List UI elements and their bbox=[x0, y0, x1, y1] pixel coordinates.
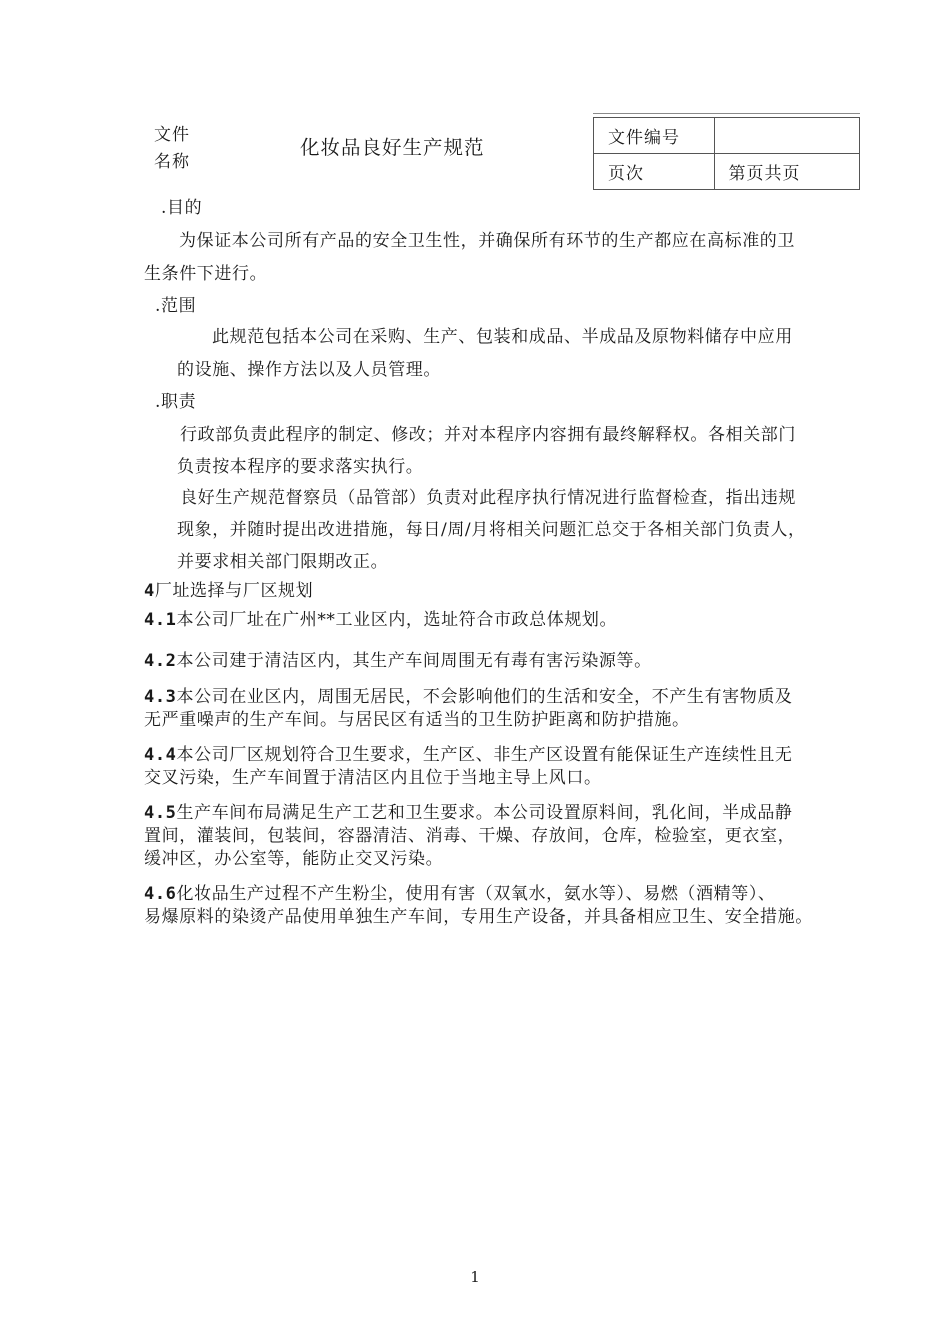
item-text: 本公司建于清洁区内，其生产车间周围无有毒有害污染源等。 bbox=[176, 651, 652, 671]
doc-number-row bbox=[594, 118, 860, 154]
item-4-5-line3: 缓冲区，办公室等，能防止交叉污染。 bbox=[144, 849, 444, 869]
purpose-text-line1: 为保证本公司所有产品的安全卫生性，并确保所有环节的生产都应在高标准的卫 bbox=[179, 231, 795, 251]
purpose-text-line2: 生条件下进行。 bbox=[144, 264, 268, 284]
page-count-label: 页次 bbox=[594, 154, 715, 190]
duty-text-line2: 负责按本程序的要求落实执行。 bbox=[177, 457, 424, 477]
item-text: 生产车间布局满足生产工艺和卫生要求。本公司设置原料间，乳化间，半成品静 bbox=[176, 803, 793, 823]
page-count-value: 第页共页 bbox=[714, 154, 859, 190]
doc-name-label bbox=[154, 122, 190, 176]
item-4-3 bbox=[144, 687, 793, 707]
item-4-2 bbox=[144, 651, 652, 671]
item-4-1 bbox=[144, 610, 617, 630]
scope-heading: .范围 bbox=[155, 296, 197, 316]
item-text: 本公司厂区规划符合卫生要求，生产区、非生产区设置有能保证生产连续性且无 bbox=[176, 745, 793, 765]
item-number: 4.1 bbox=[144, 610, 177, 630]
item-text: 本公司厂址在广州**工业区内，选址符合市政总体规划。 bbox=[176, 610, 618, 630]
site-heading bbox=[144, 581, 313, 601]
site-heading-number: 4 bbox=[144, 581, 155, 601]
doc-number-value bbox=[714, 118, 859, 154]
doc-name-label-line1: 文件 bbox=[154, 125, 190, 145]
duty-text-line1: 行政部负责此程序的制定、修改；并对本程序内容拥有最终解释权。各相关部门 bbox=[180, 425, 796, 445]
scope-text-line1: 此规范包括本公司在采购、生产、包装和成品、半成品及原物料储存中应用 bbox=[212, 327, 793, 347]
item-text: 本公司在业区内，周围无居民，不会影响他们的生活和安全，不产生有害物质及 bbox=[176, 687, 793, 707]
duty-text-line5: 并要求相关部门限期改正。 bbox=[177, 552, 389, 572]
doc-name-label-line2: 名称 bbox=[154, 152, 190, 172]
item-number: 4.5 bbox=[144, 803, 177, 823]
doc-info-table bbox=[593, 113, 860, 190]
item-4-5-line2: 置间，灌装间，包装间，容器清洁、消毒、干燥、存放间，仓库，检验室，更衣室， bbox=[144, 826, 796, 846]
duty-heading: .职责 bbox=[155, 392, 197, 412]
item-number: 4.4 bbox=[144, 745, 177, 765]
item-4-4-line2: 交叉污染，生产车间置于清洁区内且位于当地主导上风口。 bbox=[144, 768, 602, 788]
item-4-3-line2: 无严重噪声的生产车间。与居民区有适当的卫生防护距离和防护措施。 bbox=[144, 710, 690, 730]
site-heading-text: 厂址选择与厂区规划 bbox=[154, 581, 314, 601]
item-number: 4.3 bbox=[144, 687, 177, 707]
item-4-5 bbox=[144, 803, 793, 823]
scope-text-line2: 的设施、操作方法以及人员管理。 bbox=[177, 360, 441, 380]
duty-text-line4: 现象，并随时提出改进措施，每日/周/月将相关问题汇总交于各相关部门负责人， bbox=[177, 520, 806, 540]
item-4-6-line2: 易爆原料的染烫产品使用单独生产车间，专用生产设备，并具备相应卫生、安全措施。 bbox=[144, 907, 813, 927]
doc-title: 化妆品良好生产规范 bbox=[300, 136, 485, 159]
item-4-6 bbox=[144, 884, 776, 904]
item-text: 化妆品生产过程不产生粉尘，使用有害（双氧水，氨水等）、易燃（酒精等）、 bbox=[176, 884, 776, 904]
item-number: 4.6 bbox=[144, 884, 177, 904]
duty-text-line3: 良好生产规范督察员（品管部）负责对此程序执行情况进行监督检查，指出违规 bbox=[180, 488, 796, 508]
purpose-heading: .目的 bbox=[161, 198, 203, 218]
doc-number-label: 文件编号 bbox=[594, 118, 715, 154]
item-number: 4.2 bbox=[144, 651, 177, 671]
item-4-4 bbox=[144, 745, 793, 765]
page-count-row bbox=[594, 154, 860, 190]
page-number: 1 bbox=[470, 1268, 480, 1286]
